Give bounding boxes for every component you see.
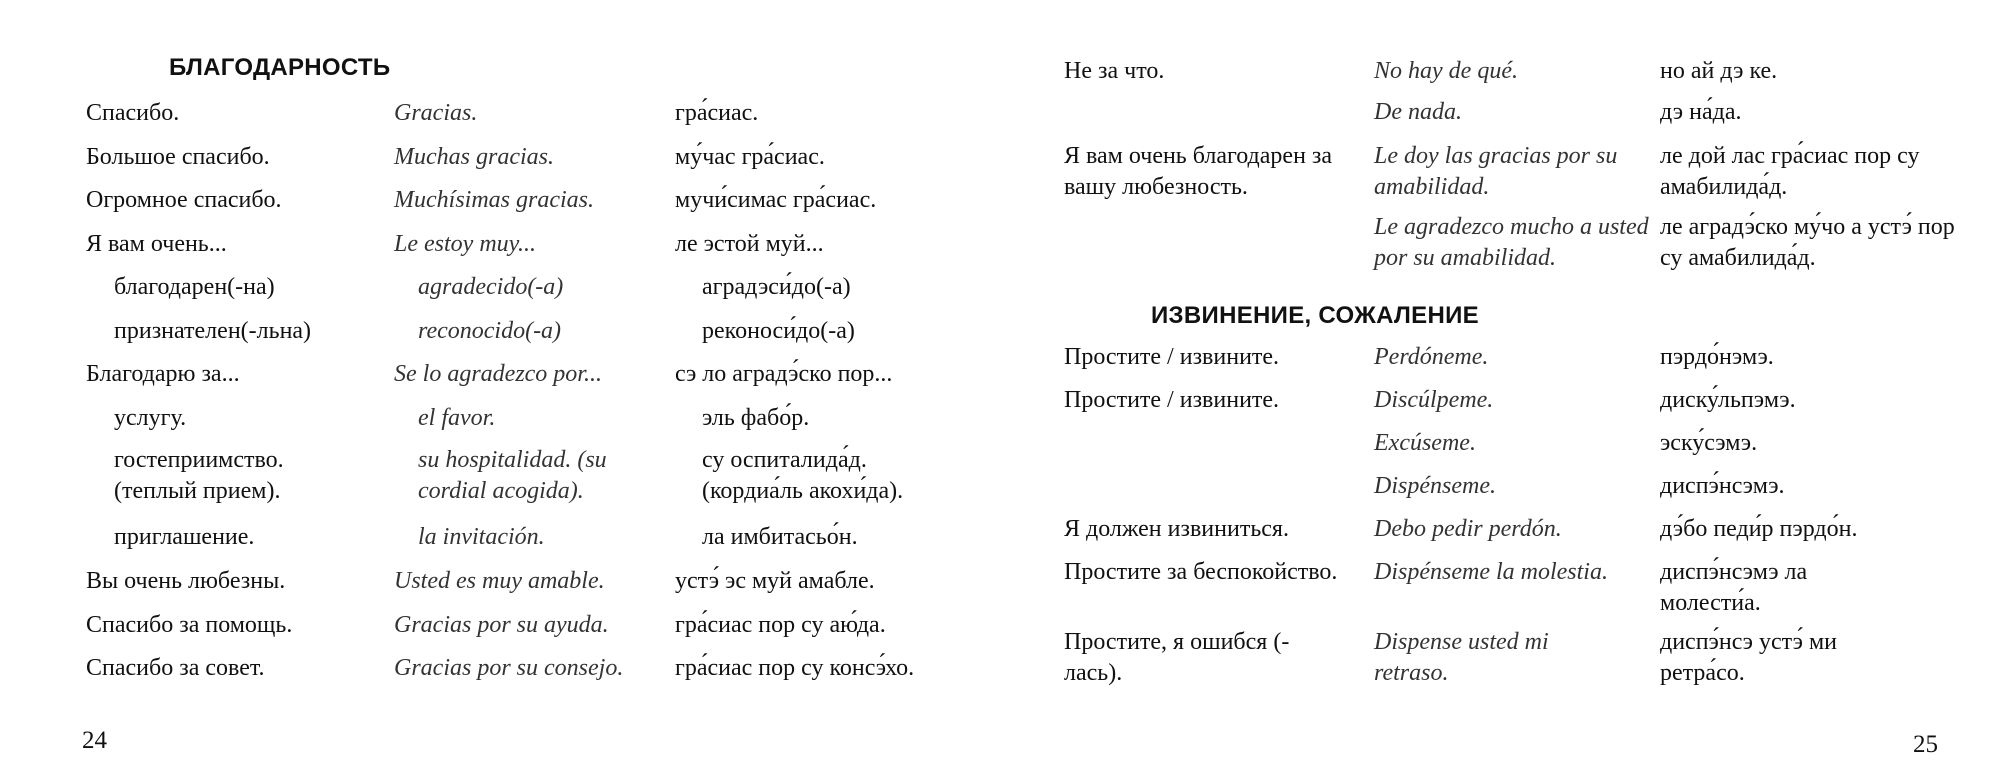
phrase-spanish: Debo pedir perdón. [1374,516,1562,542]
phrase-transcription: диспэ́нсэмэ ла молести́а. [1660,559,1808,616]
phrase-transcription: диску́льпэмэ. [1660,387,1796,413]
phrase-transcription: диспэ́нсэмэ. [1660,473,1785,499]
phrase-spanish: No hay de qué. [1374,58,1518,84]
phrase-russian: услугу. [114,405,187,431]
phrase-spanish: Muchas gracias. [394,144,554,170]
phrase-spanish: la invitación. [418,524,545,550]
phrase-spanish: Se lo agradezco por... [394,361,602,387]
phrase-spanish: Gracias por su consejo. [394,655,624,681]
phrase-russian: Спасибо. [86,100,180,126]
phrase-spanish: el favor. [418,405,496,431]
phrase-spanish: Discúlpeme. [1374,387,1494,413]
phrase-transcription: му́час гра́сиас. [675,144,825,170]
phrase-spanish: Usted es muy amable. [394,568,605,594]
phrase-transcription: эску́сэмэ. [1660,430,1758,456]
phrase-spanish: Gracias por su ayuda. [394,612,609,638]
phrase-russian: Простите, я ошибся (-лась). [1064,629,1290,686]
phrase-russian: Я вам очень благодарен за вашу любезность. [1064,143,1333,200]
section-heading-gratitude: БЛАГОДАРНОСТЬ [169,54,391,81]
phrase-spanish: Muchísimas gracias. [394,187,594,213]
phrase-russian: благодарен(-на) [114,274,275,300]
phrase-transcription: устэ́ эс муй амабле. [675,568,875,594]
phrase-transcription: гра́сиас пор су аю́да. [675,612,886,638]
right-page [1000,0,2000,764]
phrase-russian: признателен(-льна) [114,318,312,344]
phrase-russian: приглашение. [114,524,255,550]
phrase-spanish: Dispénseme. [1374,473,1496,499]
phrase-transcription: ле аградэ́ско му́чо а устэ́ пор су амабилида́д. [1660,214,1955,271]
phrase-russian: Спасибо за помощь. [86,612,293,638]
phrase-russian: Я вам очень... [86,231,227,257]
phrase-russian: Спасибо за совет. [86,655,265,681]
phrase-transcription: реконоси́до(-а) [702,318,855,344]
phrase-russian: Простите / извините. [1064,344,1280,370]
phrase-russian: Огромное спасибо. [86,187,282,213]
phrase-spanish: De nada. [1374,99,1462,125]
phrase-russian: Простите / извините. [1064,387,1280,413]
phrase-transcription: эль фабо́р. [702,405,810,431]
phrase-russian: Я должен извиниться. [1064,516,1289,542]
phrase-russian: Благодарю за... [86,361,240,387]
phrase-spanish: Le doy las gracias por su amabilidad. [1374,143,1618,200]
phrase-spanish: Le estoy muy... [394,231,536,257]
section-heading-apology: ИЗВИНЕНИЕ, СОЖАЛЕНИЕ [1151,302,1479,329]
phrase-transcription: дэ́бо педи́р пэрдо́н. [1660,516,1858,542]
phrase-transcription: сэ ло аградэ́ско пор... [675,361,893,387]
phrase-spanish: Dispénseme la molestia. [1374,559,1608,585]
page-number: 24 [82,727,107,754]
phrase-spanish: Le agradezco mucho a usted por su amabilidad. [1374,214,1649,271]
phrase-transcription: гра́сиас. [675,100,759,126]
phrase-russian: Простите за беспокойство. [1064,559,1338,585]
phrase-russian: Вы очень любезны. [86,568,286,594]
phrase-transcription: пэрдо́нэмэ. [1660,344,1774,370]
phrase-spanish: reconocido(-a) [418,318,562,344]
page-number: 25 [1913,731,1938,758]
phrase-transcription: диспэ́нсэ устэ́ ми ретра́со. [1660,629,1838,686]
phrase-transcription: ле эстой муй... [675,231,824,257]
phrase-transcription: гра́сиас пор су консэ́хо. [675,655,915,681]
phrase-spanish: Gracias. [394,100,478,126]
phrase-russian: Большое спасибо. [86,144,270,170]
phrase-transcription: аградэси́до(-а) [702,274,851,300]
phrase-spanish: Excúseme. [1374,430,1476,456]
phrase-transcription: мучи́симас гра́сиас. [675,187,877,213]
phrase-spanish: Perdóneme. [1374,344,1489,370]
phrase-transcription: дэ на́да. [1660,99,1742,125]
phrase-russian: гостеприимство. (теплый прием). [114,447,284,504]
phrase-russian: Не за что. [1064,58,1165,84]
phrase-transcription: су оспиталида́д. (кордиа́ль акохи́да). [702,447,904,504]
phrase-transcription: ла имбитасьо́н. [702,524,858,550]
phrase-spanish: Dispense usted mi retraso. [1374,629,1549,686]
phrase-spanish: agradecido(-a) [418,274,564,300]
phrase-transcription: но ай дэ ке. [1660,58,1778,84]
phrase-transcription: ле дой лас гра́сиас пор су амабилида́д. [1660,143,1920,200]
phrase-spanish: su hospitalidad. (su cordial acogida). [418,447,607,504]
